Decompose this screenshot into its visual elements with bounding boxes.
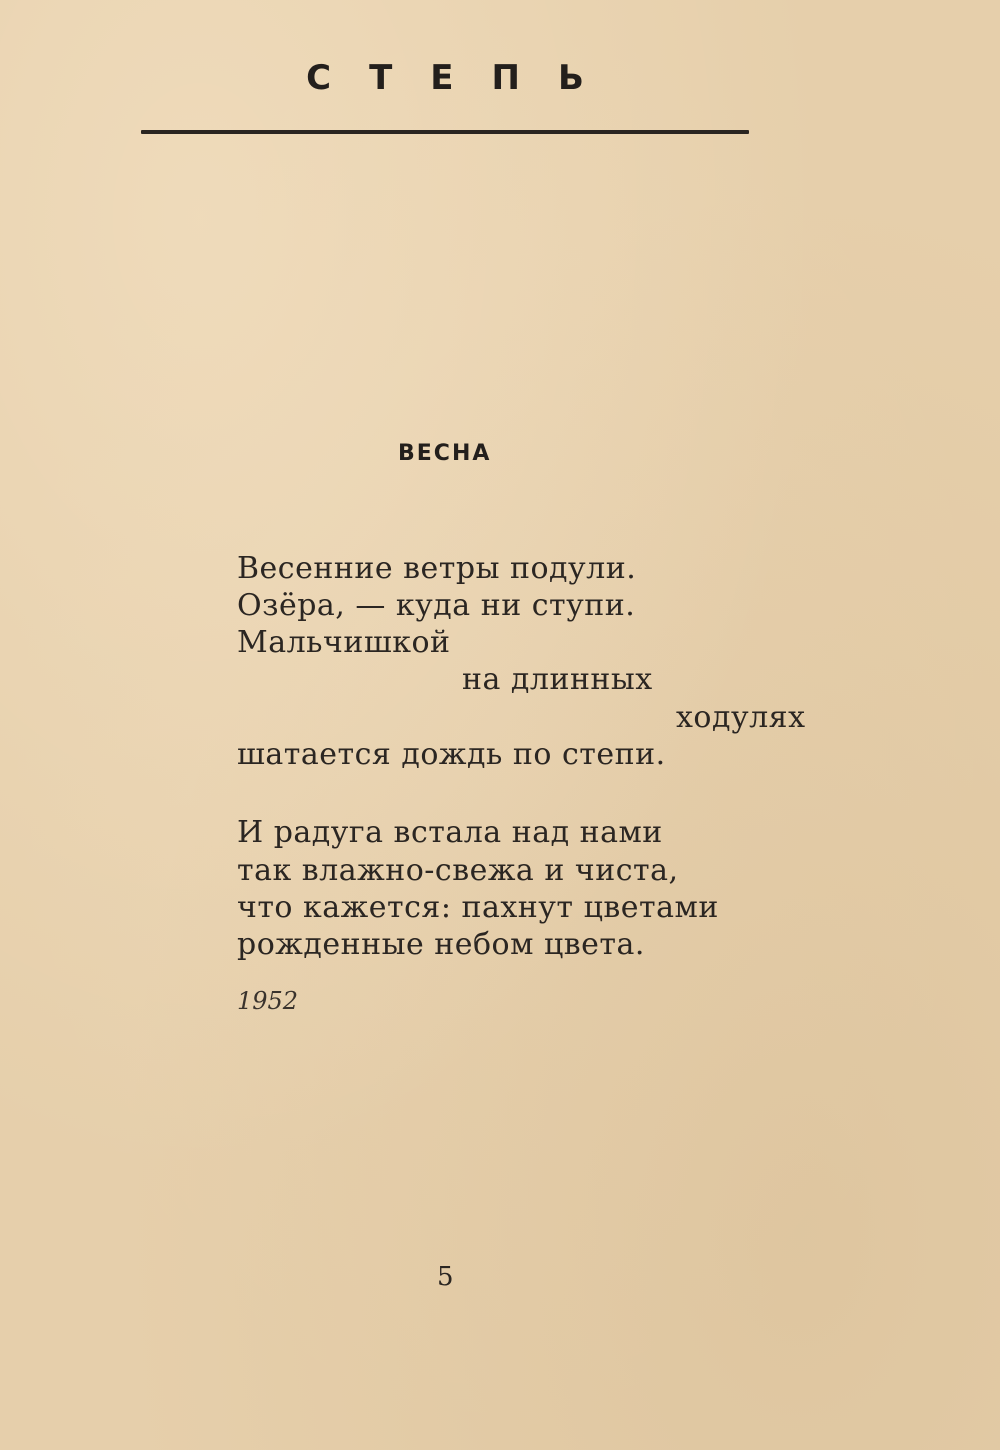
poem-line: рожденные небом цвета. (237, 927, 645, 962)
poem-line: Озёра, — куда ни ступи. (237, 588, 636, 623)
poem-line: И радуга встала над нами (237, 815, 663, 850)
poem-line: Весенние ветры подули. (237, 551, 637, 586)
section-title: СТЕПЬ (306, 58, 622, 98)
poem-line: Мальчишкой (237, 625, 451, 660)
poem-year: 1952 (237, 987, 299, 1015)
poem-line: что кажется: пахнут цветами (237, 890, 719, 925)
poem-line: на длинных (462, 662, 653, 697)
poem-line: шатается дождь по степи. (237, 737, 666, 772)
page-number: 5 (437, 1262, 454, 1292)
poem-title: ВЕСНА (398, 441, 492, 466)
header-rule (141, 130, 749, 134)
poem-line: ходулях (676, 700, 806, 735)
poem-line: так влажно-свежа и чиста, (237, 853, 679, 888)
